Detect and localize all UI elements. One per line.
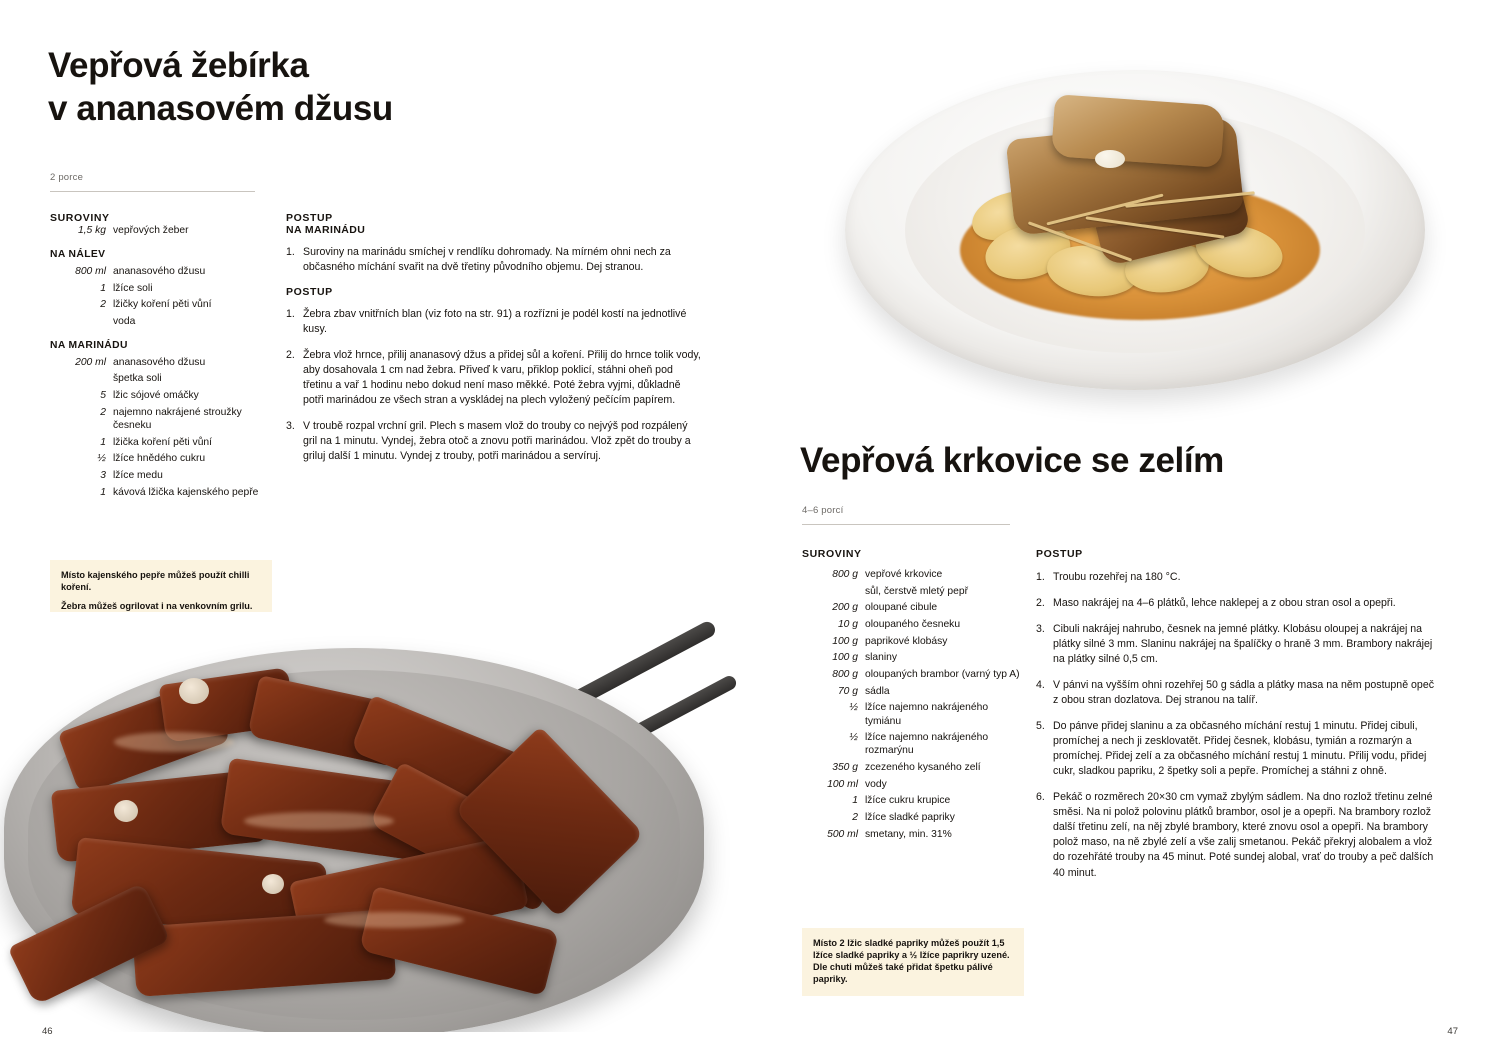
ingredient-row: 100 g paprikové klobásy xyxy=(832,635,948,647)
step-number: 2. xyxy=(1036,597,1045,610)
left-marinade-steps xyxy=(286,245,704,275)
step-number: 4. xyxy=(1036,679,1045,692)
step-number: 1. xyxy=(1036,571,1045,583)
left-title-line1: Vepřová žebírka xyxy=(48,46,309,85)
ingredient-row: 1 kávová lžička kajenského pepře xyxy=(100,486,259,498)
ingredient-row: 350 g zcezeného kysaného zelí xyxy=(832,762,981,774)
ingredient-row: 10 g oloupaného česneku xyxy=(837,619,961,631)
ingredient-row: 100 ml vody xyxy=(827,778,887,790)
ingredient-row: 1 lžíce cukru krupice xyxy=(852,795,951,807)
step-number: 3. xyxy=(286,420,295,433)
left-steps xyxy=(286,307,704,464)
sauce-highlight xyxy=(1095,150,1125,168)
rib-bone xyxy=(262,874,284,894)
ingredient-row: 3 lžíce medu xyxy=(100,469,163,481)
right-page-number: 47 xyxy=(1447,1026,1458,1037)
ingredient-row: 500 ml smetany, min. 31% xyxy=(827,828,952,840)
left-ingredients-heading: SUROVINY xyxy=(50,212,110,224)
left-method-heading: POSTUP xyxy=(286,212,333,224)
tip-text: Žebra můžeš ogrilovat i na venkovním grilu. xyxy=(61,601,253,612)
right-servings-block xyxy=(802,505,1010,525)
right-page-title xyxy=(800,440,1440,483)
step-item: 3. V troubě rozpal vrchní gril. Plech s masem vlož do trouby co nejvýš pod rozpálený gril na 1 minutu. Vyndej, žebra otoč a znovu potři marinádou. Vlož zpět do trouby a griluj další 1 minutu. Vyndej z trouby, potři marinádou a servíruj. xyxy=(286,419,704,464)
step-item: 3. Cibuli nakrájej nahrubo, česnek na jemné plátky. Klobásu oloupej a nakrájej na plátky silné 3 mm. Slaninu nakrájej na špalíčky o hraně 3 mm. Brambory nakrájej na plátky silné 0,5 cm. xyxy=(1036,622,1440,667)
left-servings-block xyxy=(50,172,255,192)
sauce-gloss xyxy=(244,812,394,830)
ingredient-row: 800 g vepřové krkovice xyxy=(832,569,943,580)
ingredient-row: 2 najemno nakrájené stroužky česneku xyxy=(100,406,242,431)
ingredient-row: 200 g oloupané cibule xyxy=(832,602,938,614)
ingredient-row: 70 g sádla xyxy=(837,685,890,697)
right-tip-box xyxy=(802,928,1024,996)
right-ingredients-section xyxy=(802,548,1024,844)
rib-bone xyxy=(114,800,138,822)
tip-text: Místo 2 lžic sladké papriky můžeš použít 1,5 lžíce sladké papriky a ½ lžíce paprikry uzené. Dle chuti můžeš také přidat špetku pálivé papriky. xyxy=(813,938,1010,985)
ingredient-row: 100 g slaniny xyxy=(832,652,898,664)
tip-text: Místo kajenského pepře můžeš použít chilli koření. xyxy=(61,570,250,593)
step-number: 3. xyxy=(1036,623,1045,636)
ribs-photo xyxy=(0,612,784,1032)
sauce-gloss xyxy=(114,732,234,752)
step-item: 1. Suroviny na marinádu smíchej v rendlíku dohromady. Na mírném ohni nech za občasného míchání svařit na dvě třetiny původního objemu. Dej stranou. xyxy=(286,245,704,275)
step-item: 1. Žebra zbav vnitřních blan (viz foto na str. 91) a rozřízni je podél kostí na jednotlivé kusy. xyxy=(286,307,704,337)
left-method-heading-2: POSTUP xyxy=(286,286,333,299)
rib-bone xyxy=(179,678,209,704)
right-ingredients-heading: SUROVINY xyxy=(802,548,862,560)
plate-photo xyxy=(795,30,1475,430)
ingredient-row: 1,5 kg vepřových žeber xyxy=(77,225,189,236)
step-item: 2. Maso nakrájej na 4–6 plátků, lehce naklepej a z obou stran osol a opepři. xyxy=(1036,596,1440,611)
left-method-subheading: NA MARINÁDU xyxy=(286,224,366,236)
ingredient-row: 800 g oloupaných brambor (varný typ A) xyxy=(832,669,1020,681)
step-item: 4. V pánvi na vyšším ohni rozehřej 50 g sádla a plátky masa na něm postupně opeč z obou stran dozlatova. Dej stranou na talíř. xyxy=(1036,678,1440,708)
step-item: 6. Pekáč o rozměrech 20×30 cm vymaž zbylým sádlem. Na dno rozlož třetinu zelné směsi. Na ni polož polovinu plátků brambor, osol je a opepři. Na brambory rozlož další třetinu zelí, na něj zbylé brambory, které znovu osol a opepři. Na brambory polož maso, na ně zbylé zelí a vše zalij smetanou. Pekáč překryj alobalem a vlož do rozehřáté trouby na 45 minut. Poté sundej alobal, vrať do trouby a peč dalších 40 minut. xyxy=(1036,790,1440,880)
right-servings-divider xyxy=(802,524,1010,525)
ingredient-row: ½ lžíce hnědého cukru xyxy=(97,453,206,465)
left-title-line2: v ananasovém džusu xyxy=(48,88,393,128)
ingredient-row: 1 lžíce soli xyxy=(100,282,153,294)
left-method-section xyxy=(286,212,704,475)
ingredient-row: ½ lžíce najemno nakrájeného tymiánu xyxy=(849,702,989,727)
meat-piece xyxy=(1051,94,1225,168)
ingredient-row: 800 ml ananasového džusu xyxy=(75,265,206,277)
left-page-title xyxy=(48,45,568,130)
right-method-heading: POSTUP xyxy=(1036,548,1083,560)
ingredient-row: 1 lžička koření pěti vůní xyxy=(100,436,213,448)
left-servings-label: 2 porce xyxy=(50,172,84,183)
step-item: 5. Do pánve přidej slaninu a za občasného míchání restuj 1 minutu. Přidej cibuli, promíchej a nech ji zesklovatět. Přidej česnek, klobásu, tymián a rozmarýn a promíchej. Přidej zelí a za občasného míchání restuj 1 minutu. Přilij vodu, přidej cukr, sladkou papriku, 2 špetky soli a pepře. Promíchej a stáhni z ohně. xyxy=(1036,719,1440,779)
right-servings-label: 4–6 porcí xyxy=(802,505,844,516)
left-servings-divider xyxy=(50,191,255,192)
ingredient-row: 2 lžíce sladké papriky xyxy=(852,812,955,824)
ingredient-row: sůl, čerstvě mletý pepř xyxy=(865,585,969,597)
step-number: 1. xyxy=(286,308,295,321)
step-number: 2. xyxy=(286,349,295,362)
left-page-number: 46 xyxy=(42,1026,53,1037)
step-item: 2. Žebra vlož hrnce, přilij ananasový džus a přidej sůl a koření. Přilij do hrnce tolik vody, aby dosahovala 1 cm nad žebra. Přiveď k varu, přiklop poklicí, stáhni oheň pod třetinu a vař 1 hodinu nebo dokud není maso měkké. Poté žebra vyjmi, důkladně potři marinádou ze všech stran a vyskládej na plech vyložený pečícím papírem. xyxy=(286,348,704,408)
step-number: 6. xyxy=(1036,791,1045,804)
sauce-gloss xyxy=(324,912,464,928)
right-title-line1: Vepřová krkovice se zelím xyxy=(800,441,1224,480)
ingredient-row: 2 lžičky koření pěti vůní xyxy=(100,299,212,311)
left-ingredients-section xyxy=(50,212,262,502)
right-steps xyxy=(1036,570,1440,881)
ingredient-group: NA MARINÁDU xyxy=(50,339,128,351)
right-ingredients-table xyxy=(802,568,1024,844)
ingredient-row: ½ lžíce najemno nakrájeného rozmarýnu xyxy=(849,732,989,757)
left-ingredients-table xyxy=(50,224,262,502)
step-number: 1. xyxy=(286,246,295,258)
ingredient-row: 200 ml ananasového džusu xyxy=(75,356,206,368)
step-item: 1. Troubu rozehřej na 180 °C. xyxy=(1036,570,1440,585)
right-method-section xyxy=(1036,548,1440,892)
step-number: 5. xyxy=(1036,720,1045,733)
ingredient-row: 5 lžic sójové omáčky xyxy=(100,390,199,402)
ingredient-row: špetka soli xyxy=(113,373,162,385)
ingredient-group: NA NÁLEV xyxy=(50,248,106,260)
ingredient-row: voda xyxy=(113,315,136,327)
